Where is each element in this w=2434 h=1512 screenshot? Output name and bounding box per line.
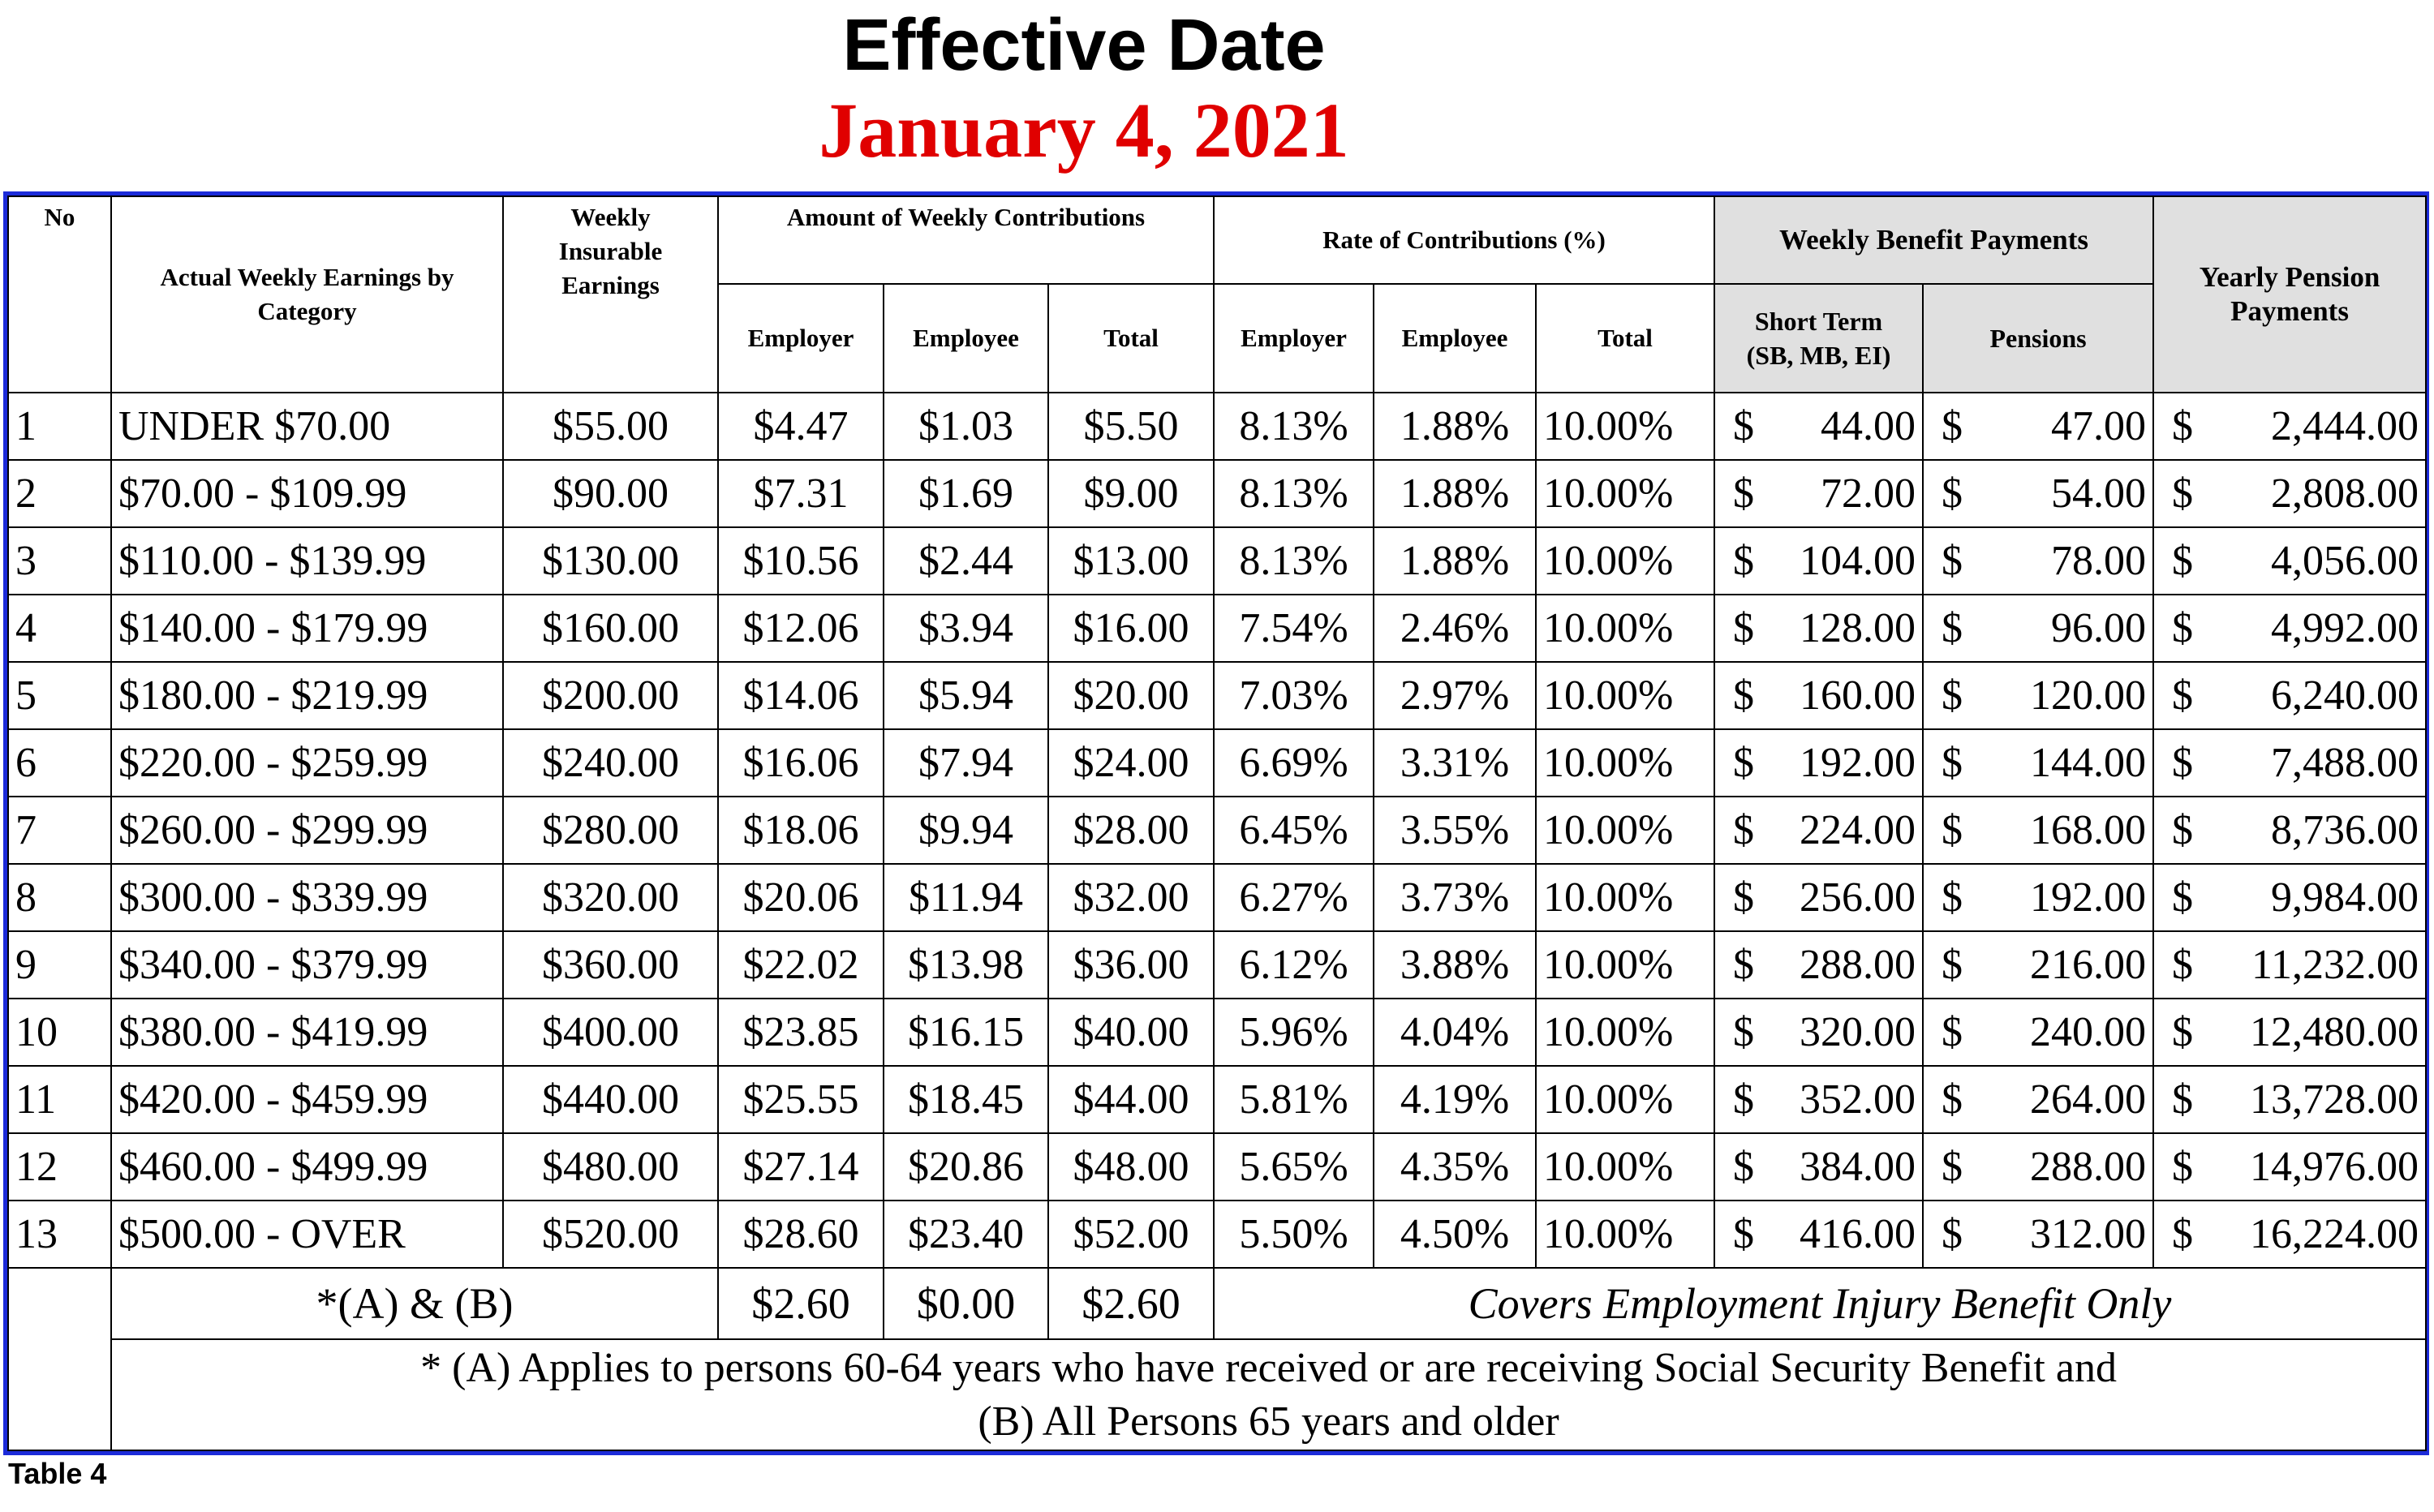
table-row <box>8 1066 2426 1133</box>
amount-total-cell: $36.00 <box>1048 931 1214 999</box>
yearly-pension-amount: 4,056.00 <box>2271 538 2419 584</box>
yearly-pension-amount: 7,488.00 <box>2271 740 2419 786</box>
short-term-benefit-amount: 160.00 <box>1800 672 1916 719</box>
pension-benefit-amount: 47.00 <box>2051 403 2147 449</box>
yearly-pension-amount: 9,984.00 <box>2271 874 2419 921</box>
table-row <box>8 999 2426 1066</box>
rate-total-cell: 10.00% <box>1536 931 1714 999</box>
yearly-pension-amount: 12,480.00 <box>2250 1009 2419 1055</box>
currency-symbol: $ <box>2172 403 2194 449</box>
rate-employer-cell: 6.45% <box>1214 797 1374 864</box>
exempt-note: Covers Employment Injury Benefit Only <box>1214 1268 2426 1339</box>
currency-symbol: $ <box>2172 1009 2194 1055</box>
short-term-benefit-amount: 72.00 <box>1821 470 1916 517</box>
pension-benefit-amount: 78.00 <box>2051 538 2147 584</box>
pension-benefit-cell <box>1923 931 2153 999</box>
yearly-pension-amount: 16,224.00 <box>2250 1211 2419 1257</box>
short-term-benefit-amount: 384.00 <box>1800 1144 1916 1190</box>
currency-symbol: $ <box>1942 942 1963 988</box>
pension-benefit-amount: 54.00 <box>2051 470 2147 517</box>
rate-employer-cell: 6.12% <box>1214 931 1374 999</box>
pension-benefit-cell <box>1923 999 2153 1066</box>
earnings-category-cell: $180.00 - $219.99 <box>111 662 503 729</box>
insurable-earnings-cell: $200.00 <box>503 662 718 729</box>
currency-symbol: $ <box>1733 874 1755 921</box>
rate-employee-cell: 3.55% <box>1374 797 1536 864</box>
title-block <box>0 0 2168 175</box>
rate-employee-cell: 1.88% <box>1374 527 1536 595</box>
short-term-benefit-amount: 104.00 <box>1800 538 1916 584</box>
currency-symbol: $ <box>1733 470 1755 517</box>
amount-total-cell: $52.00 <box>1048 1201 1214 1268</box>
header-rate-employee: Employee <box>1374 284 1536 393</box>
currency-symbol: $ <box>1733 605 1755 651</box>
currency-symbol: $ <box>1733 672 1755 719</box>
currency-symbol: $ <box>1942 740 1963 786</box>
rate-employer-cell: 8.13% <box>1214 527 1374 595</box>
earnings-category-cell: $140.00 - $179.99 <box>111 595 503 662</box>
header-no: No <box>8 196 111 393</box>
rate-total-cell: 10.00% <box>1536 864 1714 931</box>
yearly-pension-cell <box>2153 797 2426 864</box>
table-row <box>8 797 2426 864</box>
rate-total-cell: 10.00% <box>1536 527 1714 595</box>
yearly-pension-amount: 14,976.00 <box>2250 1144 2419 1190</box>
header-amt-total: Total <box>1048 284 1214 393</box>
amount-employer-cell: $10.56 <box>718 527 884 595</box>
amount-total-cell: $24.00 <box>1048 729 1214 797</box>
header-actual-earnings-text: Actual Weekly Earnings by Category <box>160 263 454 325</box>
insurable-earnings-cell: $480.00 <box>503 1133 718 1201</box>
header-amt-employee: Employee <box>884 284 1048 393</box>
yearly-pension-cell <box>2153 595 2426 662</box>
amount-employee-cell: $1.69 <box>884 460 1048 527</box>
rate-employer-cell: 5.50% <box>1214 1201 1374 1268</box>
amount-employer-cell: $12.06 <box>718 595 884 662</box>
pension-benefit-amount: 144.00 <box>2030 740 2147 786</box>
yearly-pension-cell <box>2153 393 2426 460</box>
currency-symbol: $ <box>1733 740 1755 786</box>
yearly-pension-cell <box>2153 999 2426 1066</box>
amount-employee-cell: $9.94 <box>884 797 1048 864</box>
currency-symbol: $ <box>2172 807 2194 853</box>
insurable-earnings-cell: $130.00 <box>503 527 718 595</box>
row-number-cell: 7 <box>8 797 111 864</box>
rate-total-cell: 10.00% <box>1536 393 1714 460</box>
header-short-term-line1: Short Term <box>1754 307 1883 336</box>
currency-symbol: $ <box>1733 1076 1755 1123</box>
earnings-category-cell: $460.00 - $499.99 <box>111 1133 503 1201</box>
insurable-earnings-cell: $160.00 <box>503 595 718 662</box>
amount-employee-cell: $20.86 <box>884 1133 1048 1201</box>
short-term-benefit-cell <box>1714 595 1923 662</box>
rate-employee-cell: 1.88% <box>1374 460 1536 527</box>
currency-symbol: $ <box>1733 1211 1755 1257</box>
rate-employee-cell: 3.88% <box>1374 931 1536 999</box>
currency-symbol: $ <box>1733 942 1755 988</box>
amount-employer-cell: $25.55 <box>718 1066 884 1133</box>
pension-benefit-cell <box>1923 797 2153 864</box>
currency-symbol: $ <box>1942 403 1963 449</box>
table-label: Table 4 <box>8 1457 107 1490</box>
footnote-line2: (B) All Persons 65 years and older <box>978 1398 1559 1445</box>
rate-employer-cell: 5.65% <box>1214 1133 1374 1201</box>
rate-total-cell: 10.00% <box>1536 1201 1714 1268</box>
currency-symbol: $ <box>1733 1009 1755 1055</box>
table-row <box>8 931 2426 999</box>
yearly-pension-cell <box>2153 864 2426 931</box>
row-number-cell: 4 <box>8 595 111 662</box>
amount-total-cell: $44.00 <box>1048 1066 1214 1133</box>
row-number-cell: 5 <box>8 662 111 729</box>
header-actual-earnings <box>111 196 503 393</box>
yearly-pension-cell <box>2153 527 2426 595</box>
rate-employee-cell: 3.31% <box>1374 729 1536 797</box>
table-row <box>8 1133 2426 1201</box>
rate-employer-cell: 6.69% <box>1214 729 1374 797</box>
earnings-category-cell: $70.00 - $109.99 <box>111 460 503 527</box>
rate-total-cell: 10.00% <box>1536 460 1714 527</box>
short-term-benefit-cell <box>1714 864 1923 931</box>
header-short-term-line2: (SB, MB, EI) <box>1746 341 1891 370</box>
header-yearly-pension-text: Yearly Pension Payments <box>2199 261 2380 327</box>
pension-benefit-amount: 168.00 <box>2030 807 2147 853</box>
short-term-benefit-amount: 416.00 <box>1800 1211 1916 1257</box>
currency-symbol: $ <box>1942 538 1963 584</box>
short-term-benefit-cell <box>1714 931 1923 999</box>
table-row <box>8 729 2426 797</box>
short-term-benefit-amount: 128.00 <box>1800 605 1916 651</box>
currency-symbol: $ <box>2172 942 2194 988</box>
currency-symbol: $ <box>2172 1144 2194 1190</box>
pension-benefit-cell <box>1923 393 2153 460</box>
rate-employee-cell: 1.88% <box>1374 393 1536 460</box>
currency-symbol: $ <box>2172 1211 2194 1257</box>
row-number-cell: 8 <box>8 864 111 931</box>
pension-benefit-cell <box>1923 729 2153 797</box>
effective-date-title: Effective Date <box>842 5 1326 86</box>
earnings-category-cell: $220.00 - $259.99 <box>111 729 503 797</box>
currency-symbol: $ <box>2172 538 2194 584</box>
amount-employee-cell: $7.94 <box>884 729 1048 797</box>
amount-employer-cell: $20.06 <box>718 864 884 931</box>
rate-total-cell: 10.00% <box>1536 1133 1714 1201</box>
currency-symbol: $ <box>1733 538 1755 584</box>
rate-employee-cell: 2.46% <box>1374 595 1536 662</box>
footnote-cell <box>111 1339 2426 1450</box>
currency-symbol: $ <box>1942 605 1963 651</box>
header-benefit-group: Weekly Benefit Payments <box>1714 196 2153 284</box>
pension-benefit-cell <box>1923 527 2153 595</box>
rate-employee-cell: 4.35% <box>1374 1133 1536 1201</box>
pension-benefit-amount: 288.00 <box>2030 1144 2147 1190</box>
footnote-line1: * (A) Applies to persons 60-64 years who have received or are receiving Social Security Benefit and <box>420 1344 2117 1391</box>
amount-employer-cell: $28.60 <box>718 1201 884 1268</box>
header-yearly-pension <box>2153 196 2426 393</box>
amount-employer-cell: $23.85 <box>718 999 884 1066</box>
pension-benefit-cell <box>1923 460 2153 527</box>
rate-employer-cell: 5.81% <box>1214 1066 1374 1133</box>
earnings-category-cell: UNDER $70.00 <box>111 393 503 460</box>
insurable-earnings-cell: $400.00 <box>503 999 718 1066</box>
pension-benefit-amount: 120.00 <box>2030 672 2147 719</box>
rate-employer-cell: 7.03% <box>1214 662 1374 729</box>
currency-symbol: $ <box>1942 1211 1963 1257</box>
earnings-category-cell: $500.00 - OVER <box>111 1201 503 1268</box>
header-short-term <box>1714 284 1923 393</box>
footnote-row <box>8 1339 2426 1450</box>
amount-total-cell: $40.00 <box>1048 999 1214 1066</box>
header-pensions: Pensions <box>1923 284 2153 393</box>
amount-employer-cell: $22.02 <box>718 931 884 999</box>
short-term-benefit-amount: 256.00 <box>1800 874 1916 921</box>
pension-benefit-amount: 216.00 <box>2030 942 2147 988</box>
short-term-benefit-amount: 224.00 <box>1800 807 1916 853</box>
insurable-earnings-cell: $280.00 <box>503 797 718 864</box>
currency-symbol: $ <box>1733 403 1755 449</box>
exempt-employer: $2.60 <box>718 1268 884 1339</box>
amount-employee-cell: $2.44 <box>884 527 1048 595</box>
header-insurable-earnings <box>503 196 718 393</box>
header-rate-group: Rate of Contributions (%) <box>1214 196 1714 284</box>
short-term-benefit-cell <box>1714 662 1923 729</box>
short-term-benefit-amount: 44.00 <box>1821 403 1916 449</box>
pension-benefit-cell <box>1923 864 2153 931</box>
short-term-benefit-cell <box>1714 460 1923 527</box>
amount-employer-cell: $16.06 <box>718 729 884 797</box>
table-row <box>8 1201 2426 1268</box>
insurable-earnings-cell: $360.00 <box>503 931 718 999</box>
pension-benefit-cell <box>1923 1133 2153 1201</box>
row-number-cell: 2 <box>8 460 111 527</box>
amount-total-cell: $20.00 <box>1048 662 1214 729</box>
rate-employee-cell: 3.73% <box>1374 864 1536 931</box>
currency-symbol: $ <box>1942 1009 1963 1055</box>
yearly-pension-cell <box>2153 931 2426 999</box>
earnings-category-cell: $260.00 - $299.99 <box>111 797 503 864</box>
amount-employee-cell: $5.94 <box>884 662 1048 729</box>
rate-total-cell: 10.00% <box>1536 729 1714 797</box>
pension-benefit-amount: 240.00 <box>2030 1009 2147 1055</box>
yearly-pension-cell <box>2153 1201 2426 1268</box>
header-amt-employer: Employer <box>718 284 884 393</box>
insurable-earnings-cell: $240.00 <box>503 729 718 797</box>
contributions-table <box>7 195 2427 1451</box>
insurable-earnings-cell: $440.00 <box>503 1066 718 1133</box>
currency-symbol: $ <box>1942 874 1963 921</box>
short-term-benefit-cell <box>1714 1133 1923 1201</box>
yearly-pension-amount: 4,992.00 <box>2271 605 2419 651</box>
exempt-row <box>8 1268 2426 1339</box>
amount-total-cell: $5.50 <box>1048 393 1214 460</box>
amount-employee-cell: $23.40 <box>884 1201 1048 1268</box>
yearly-pension-amount: 2,808.00 <box>2271 470 2419 517</box>
rate-employer-cell: 8.13% <box>1214 460 1374 527</box>
pension-benefit-amount: 192.00 <box>2030 874 2147 921</box>
rate-employer-cell: 7.54% <box>1214 595 1374 662</box>
rate-employee-cell: 2.97% <box>1374 662 1536 729</box>
amount-total-cell: $32.00 <box>1048 864 1214 931</box>
currency-symbol: $ <box>2172 605 2194 651</box>
currency-symbol: $ <box>1733 1144 1755 1190</box>
pension-benefit-amount: 264.00 <box>2030 1076 2147 1123</box>
amount-employee-cell: $11.94 <box>884 864 1048 931</box>
yearly-pension-cell <box>2153 1066 2426 1133</box>
amount-employer-cell: $7.31 <box>718 460 884 527</box>
currency-symbol: $ <box>2172 874 2194 921</box>
header-rate-total: Total <box>1536 284 1714 393</box>
rate-employee-cell: 4.50% <box>1374 1201 1536 1268</box>
short-term-benefit-cell <box>1714 1066 1923 1133</box>
short-term-benefit-amount: 192.00 <box>1800 740 1916 786</box>
rate-employer-cell: 5.96% <box>1214 999 1374 1066</box>
earnings-category-cell: $340.00 - $379.99 <box>111 931 503 999</box>
amount-total-cell: $9.00 <box>1048 460 1214 527</box>
amount-employee-cell: $18.45 <box>884 1066 1048 1133</box>
exempt-employee: $0.00 <box>884 1268 1048 1339</box>
short-term-benefit-amount: 288.00 <box>1800 942 1916 988</box>
amount-employee-cell: $13.98 <box>884 931 1048 999</box>
pension-benefit-cell <box>1923 662 2153 729</box>
table-row <box>8 527 2426 595</box>
rate-total-cell: 10.00% <box>1536 999 1714 1066</box>
currency-symbol: $ <box>1942 672 1963 719</box>
rate-total-cell: 10.00% <box>1536 1066 1714 1133</box>
earnings-category-cell: $300.00 - $339.99 <box>111 864 503 931</box>
amount-employer-cell: $18.06 <box>718 797 884 864</box>
short-term-benefit-cell <box>1714 393 1923 460</box>
currency-symbol: $ <box>1942 807 1963 853</box>
row-number-cell: 1 <box>8 393 111 460</box>
row-number-cell: 6 <box>8 729 111 797</box>
short-term-benefit-amount: 352.00 <box>1800 1076 1916 1123</box>
table-row <box>8 393 2426 460</box>
yearly-pension-cell <box>2153 729 2426 797</box>
table-row <box>8 460 2426 527</box>
insurable-earnings-cell: $320.00 <box>503 864 718 931</box>
amount-employee-cell: $3.94 <box>884 595 1048 662</box>
amount-employer-cell: $4.47 <box>718 393 884 460</box>
rate-total-cell: 10.00% <box>1536 595 1714 662</box>
pension-benefit-amount: 312.00 <box>2030 1211 2147 1257</box>
yearly-pension-amount: 2,444.00 <box>2271 403 2419 449</box>
table-row <box>8 864 2426 931</box>
currency-symbol: $ <box>1942 470 1963 517</box>
currency-symbol: $ <box>2172 672 2194 719</box>
blank-no-cell <box>8 1268 111 1450</box>
amount-employer-cell: $14.06 <box>718 662 884 729</box>
yearly-pension-amount: 11,232.00 <box>2251 942 2419 988</box>
currency-symbol: $ <box>1942 1076 1963 1123</box>
short-term-benefit-cell <box>1714 1201 1923 1268</box>
short-term-benefit-cell <box>1714 527 1923 595</box>
rate-employee-cell: 4.19% <box>1374 1066 1536 1133</box>
exempt-label: *(A) & (B) <box>111 1268 718 1339</box>
rate-employer-cell: 6.27% <box>1214 864 1374 931</box>
amount-total-cell: $13.00 <box>1048 527 1214 595</box>
table-row <box>8 595 2426 662</box>
amount-total-cell: $28.00 <box>1048 797 1214 864</box>
amount-employer-cell: $27.14 <box>718 1133 884 1201</box>
rate-total-cell: 10.00% <box>1536 797 1714 864</box>
currency-symbol: $ <box>1733 807 1755 853</box>
insurable-earnings-cell: $520.00 <box>503 1201 718 1268</box>
currency-symbol: $ <box>1942 1144 1963 1190</box>
rate-total-cell: 10.00% <box>1536 662 1714 729</box>
row-number-cell: 13 <box>8 1201 111 1268</box>
insurable-earnings-cell: $55.00 <box>503 393 718 460</box>
yearly-pension-cell <box>2153 662 2426 729</box>
exempt-total: $2.60 <box>1048 1268 1214 1339</box>
row-number-cell: 3 <box>8 527 111 595</box>
amount-employee-cell: $16.15 <box>884 999 1048 1066</box>
short-term-benefit-amount: 320.00 <box>1800 1009 1916 1055</box>
currency-symbol: $ <box>2172 1076 2194 1123</box>
header-rate-employer: Employer <box>1214 284 1374 393</box>
header-amount-group: Amount of Weekly Contributions <box>718 196 1214 284</box>
pension-benefit-cell <box>1923 1201 2153 1268</box>
pension-benefit-amount: 96.00 <box>2051 605 2147 651</box>
amount-total-cell: $48.00 <box>1048 1133 1214 1201</box>
yearly-pension-cell <box>2153 460 2426 527</box>
earnings-category-cell: $380.00 - $419.99 <box>111 999 503 1066</box>
yearly-pension-cell <box>2153 1133 2426 1201</box>
currency-symbol: $ <box>2172 740 2194 786</box>
effective-date-value: January 4, 2021 <box>819 87 1349 174</box>
pension-benefit-cell <box>1923 1066 2153 1133</box>
amount-total-cell: $16.00 <box>1048 595 1214 662</box>
insurable-earnings-cell: $90.00 <box>503 460 718 527</box>
short-term-benefit-cell <box>1714 797 1923 864</box>
row-number-cell: 10 <box>8 999 111 1066</box>
currency-symbol: $ <box>2172 470 2194 517</box>
pension-benefit-cell <box>1923 595 2153 662</box>
yearly-pension-amount: 8,736.00 <box>2271 807 2419 853</box>
row-number-cell: 12 <box>8 1133 111 1201</box>
rate-employer-cell: 8.13% <box>1214 393 1374 460</box>
row-number-cell: 11 <box>8 1066 111 1133</box>
short-term-benefit-cell <box>1714 999 1923 1066</box>
yearly-pension-amount: 6,240.00 <box>2271 672 2419 719</box>
table-row <box>8 662 2426 729</box>
amount-employee-cell: $1.03 <box>884 393 1048 460</box>
rate-employee-cell: 4.04% <box>1374 999 1536 1066</box>
header-insurable-earnings-text: Weekly Insurable Earnings <box>558 203 663 299</box>
row-number-cell: 9 <box>8 931 111 999</box>
short-term-benefit-cell <box>1714 729 1923 797</box>
earnings-category-cell: $110.00 - $139.99 <box>111 527 503 595</box>
earnings-category-cell: $420.00 - $459.99 <box>111 1066 503 1133</box>
contributions-table-frame <box>3 191 2429 1455</box>
yearly-pension-amount: 13,728.00 <box>2250 1076 2419 1123</box>
